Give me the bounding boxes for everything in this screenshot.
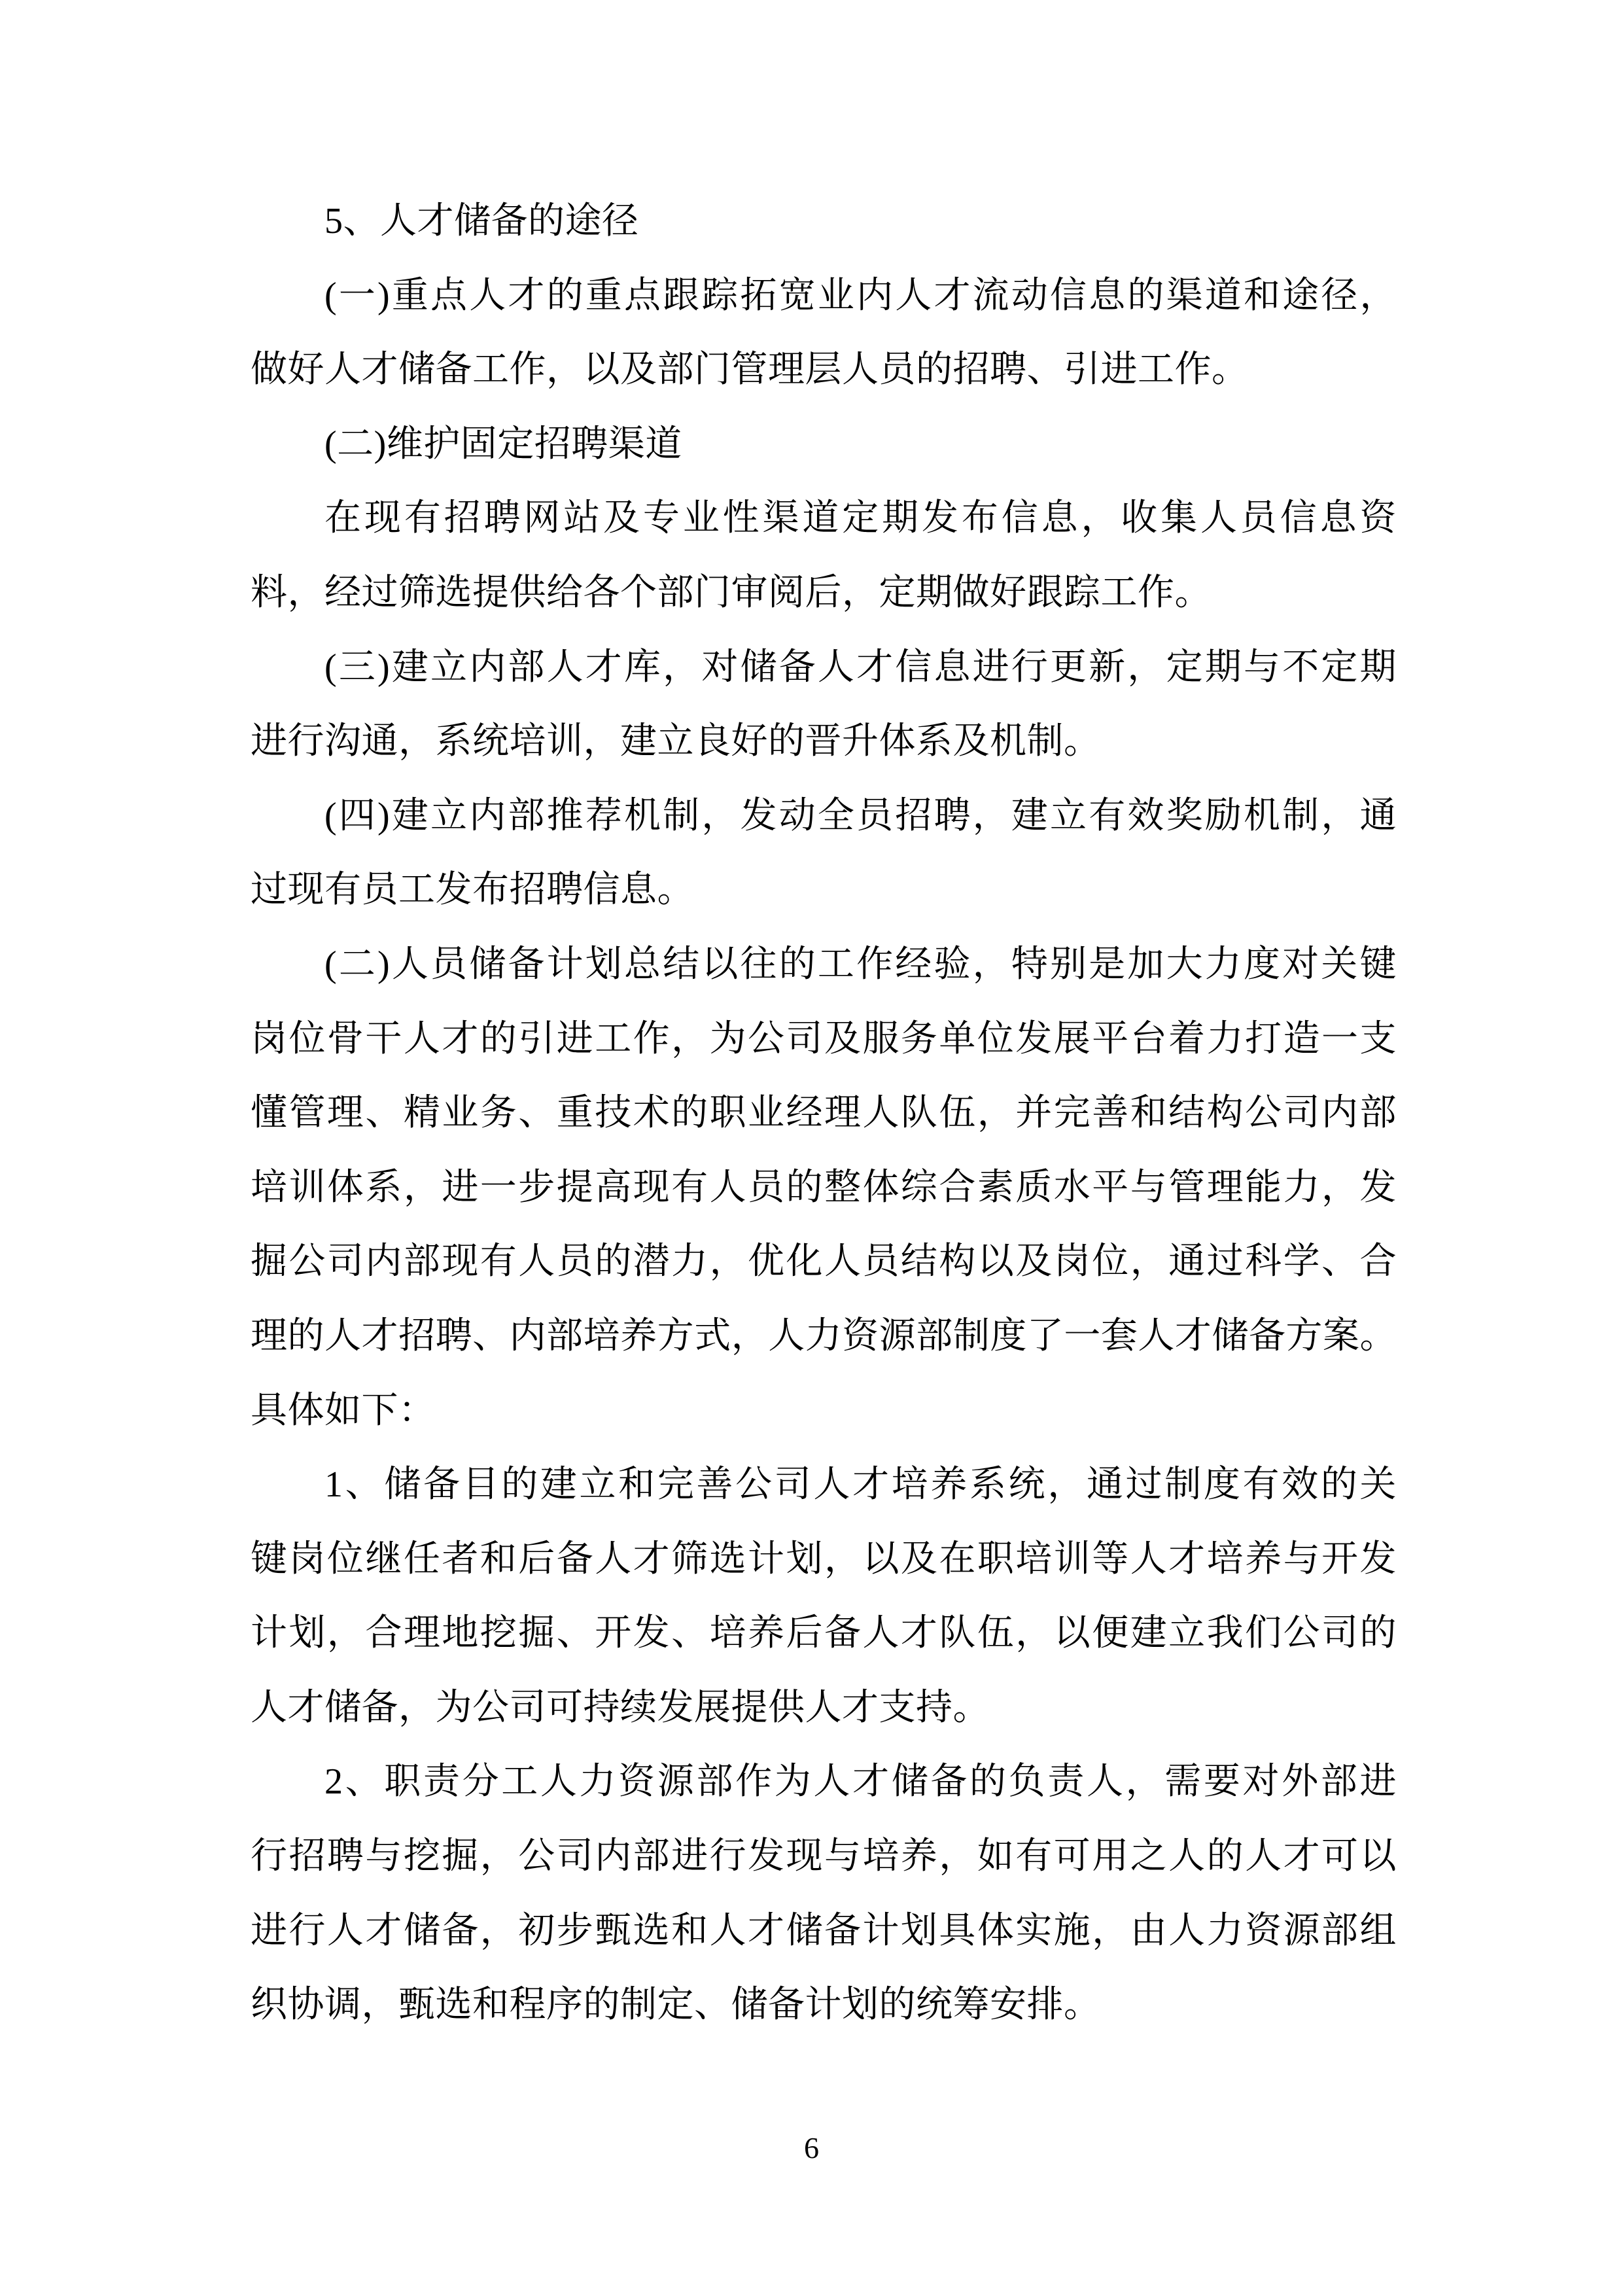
text-line: 培训体系，进一步提高现有人员的整体综合素质水平与管理能力，发 [251,1167,1397,1208]
text-line: 进行人才储备，初步甄选和人才储备计划具体实施，由人力资源部组 [251,1910,1397,1951]
text-line: 在现有招聘网站及专业性渠道定期发布信息，收集人员信息资 [324,498,1397,539]
text-line: 1、储备目的建立和完善公司人才培养系统，通过制度有效的关 [324,1464,1397,1506]
text-line: 岗位骨干人才的引进工作，为公司及服务单位发展平台着力打造一支 [251,1018,1397,1059]
page-number: 6 [804,2131,819,2164]
text-line: 计划，合理地挖掘、开发、培养后备人才队伍，以便建立我们公司的 [251,1613,1397,1654]
text-line: 具体如下： [251,1390,436,1431]
text-line: (二)人员储备计划总结以往的工作经验，特别是加大力度对关键 [324,944,1397,985]
text-line: 进行沟通，系统培训，建立良好的晋升体系及机制。 [251,721,1101,762]
text-line: 做好人才储备工作，以及部门管理层人员的招聘、引进工作。 [251,349,1249,391]
document-body [251,185,1397,2043]
text-line: 织协调，甄选和程序的制定、储备计划的统筹安排。 [251,1985,1101,2026]
text-line: 掘公司内部现有人员的潜力，优化人员结构以及岗位，通过科学、合 [251,1241,1397,1282]
text-line: 懂管理、精业务、重技术的职业经理人队伍，并完善和结构公司内部 [251,1093,1397,1134]
text-line: 行招聘与挖掘，公司内部进行发现与培养，如有可用之人的人才可以 [251,1836,1397,1877]
text-line: 键岗位继任者和后备人才筛选计划，以及在职培训等人才培养与开发 [251,1538,1397,1580]
section-heading: 5、人才储备的途径 [324,201,639,241]
text-line: 理的人才招聘、内部培养方式，人力资源部制度了一套人才储备方案。 [251,1315,1397,1356]
text-line: (四)建立内部推荐机制，发动全员招聘，建立有效奖励机制，通 [324,795,1397,836]
text-line: 过现有员工发布招聘信息。 [251,870,694,911]
text-line: (三)建立内部人才库，对储备人才信息进行更新，定期与不定期 [324,646,1397,688]
text-line: (二)维护固定招聘渠道 [324,423,682,465]
text-line: 2、职责分工人力资源部作为人才储备的负责人，需要对外部进 [324,1761,1397,1803]
text-line: (一)重点人才的重点跟踪拓宽业内人才流动信息的渠道和途径， [324,275,1397,316]
text-line: 料，经过筛选提供给各个部门审阅后，定期做好跟踪工作。 [251,572,1212,613]
text-line: 人才储备，为公司可持续发展提供人才支持。 [251,1687,990,1728]
